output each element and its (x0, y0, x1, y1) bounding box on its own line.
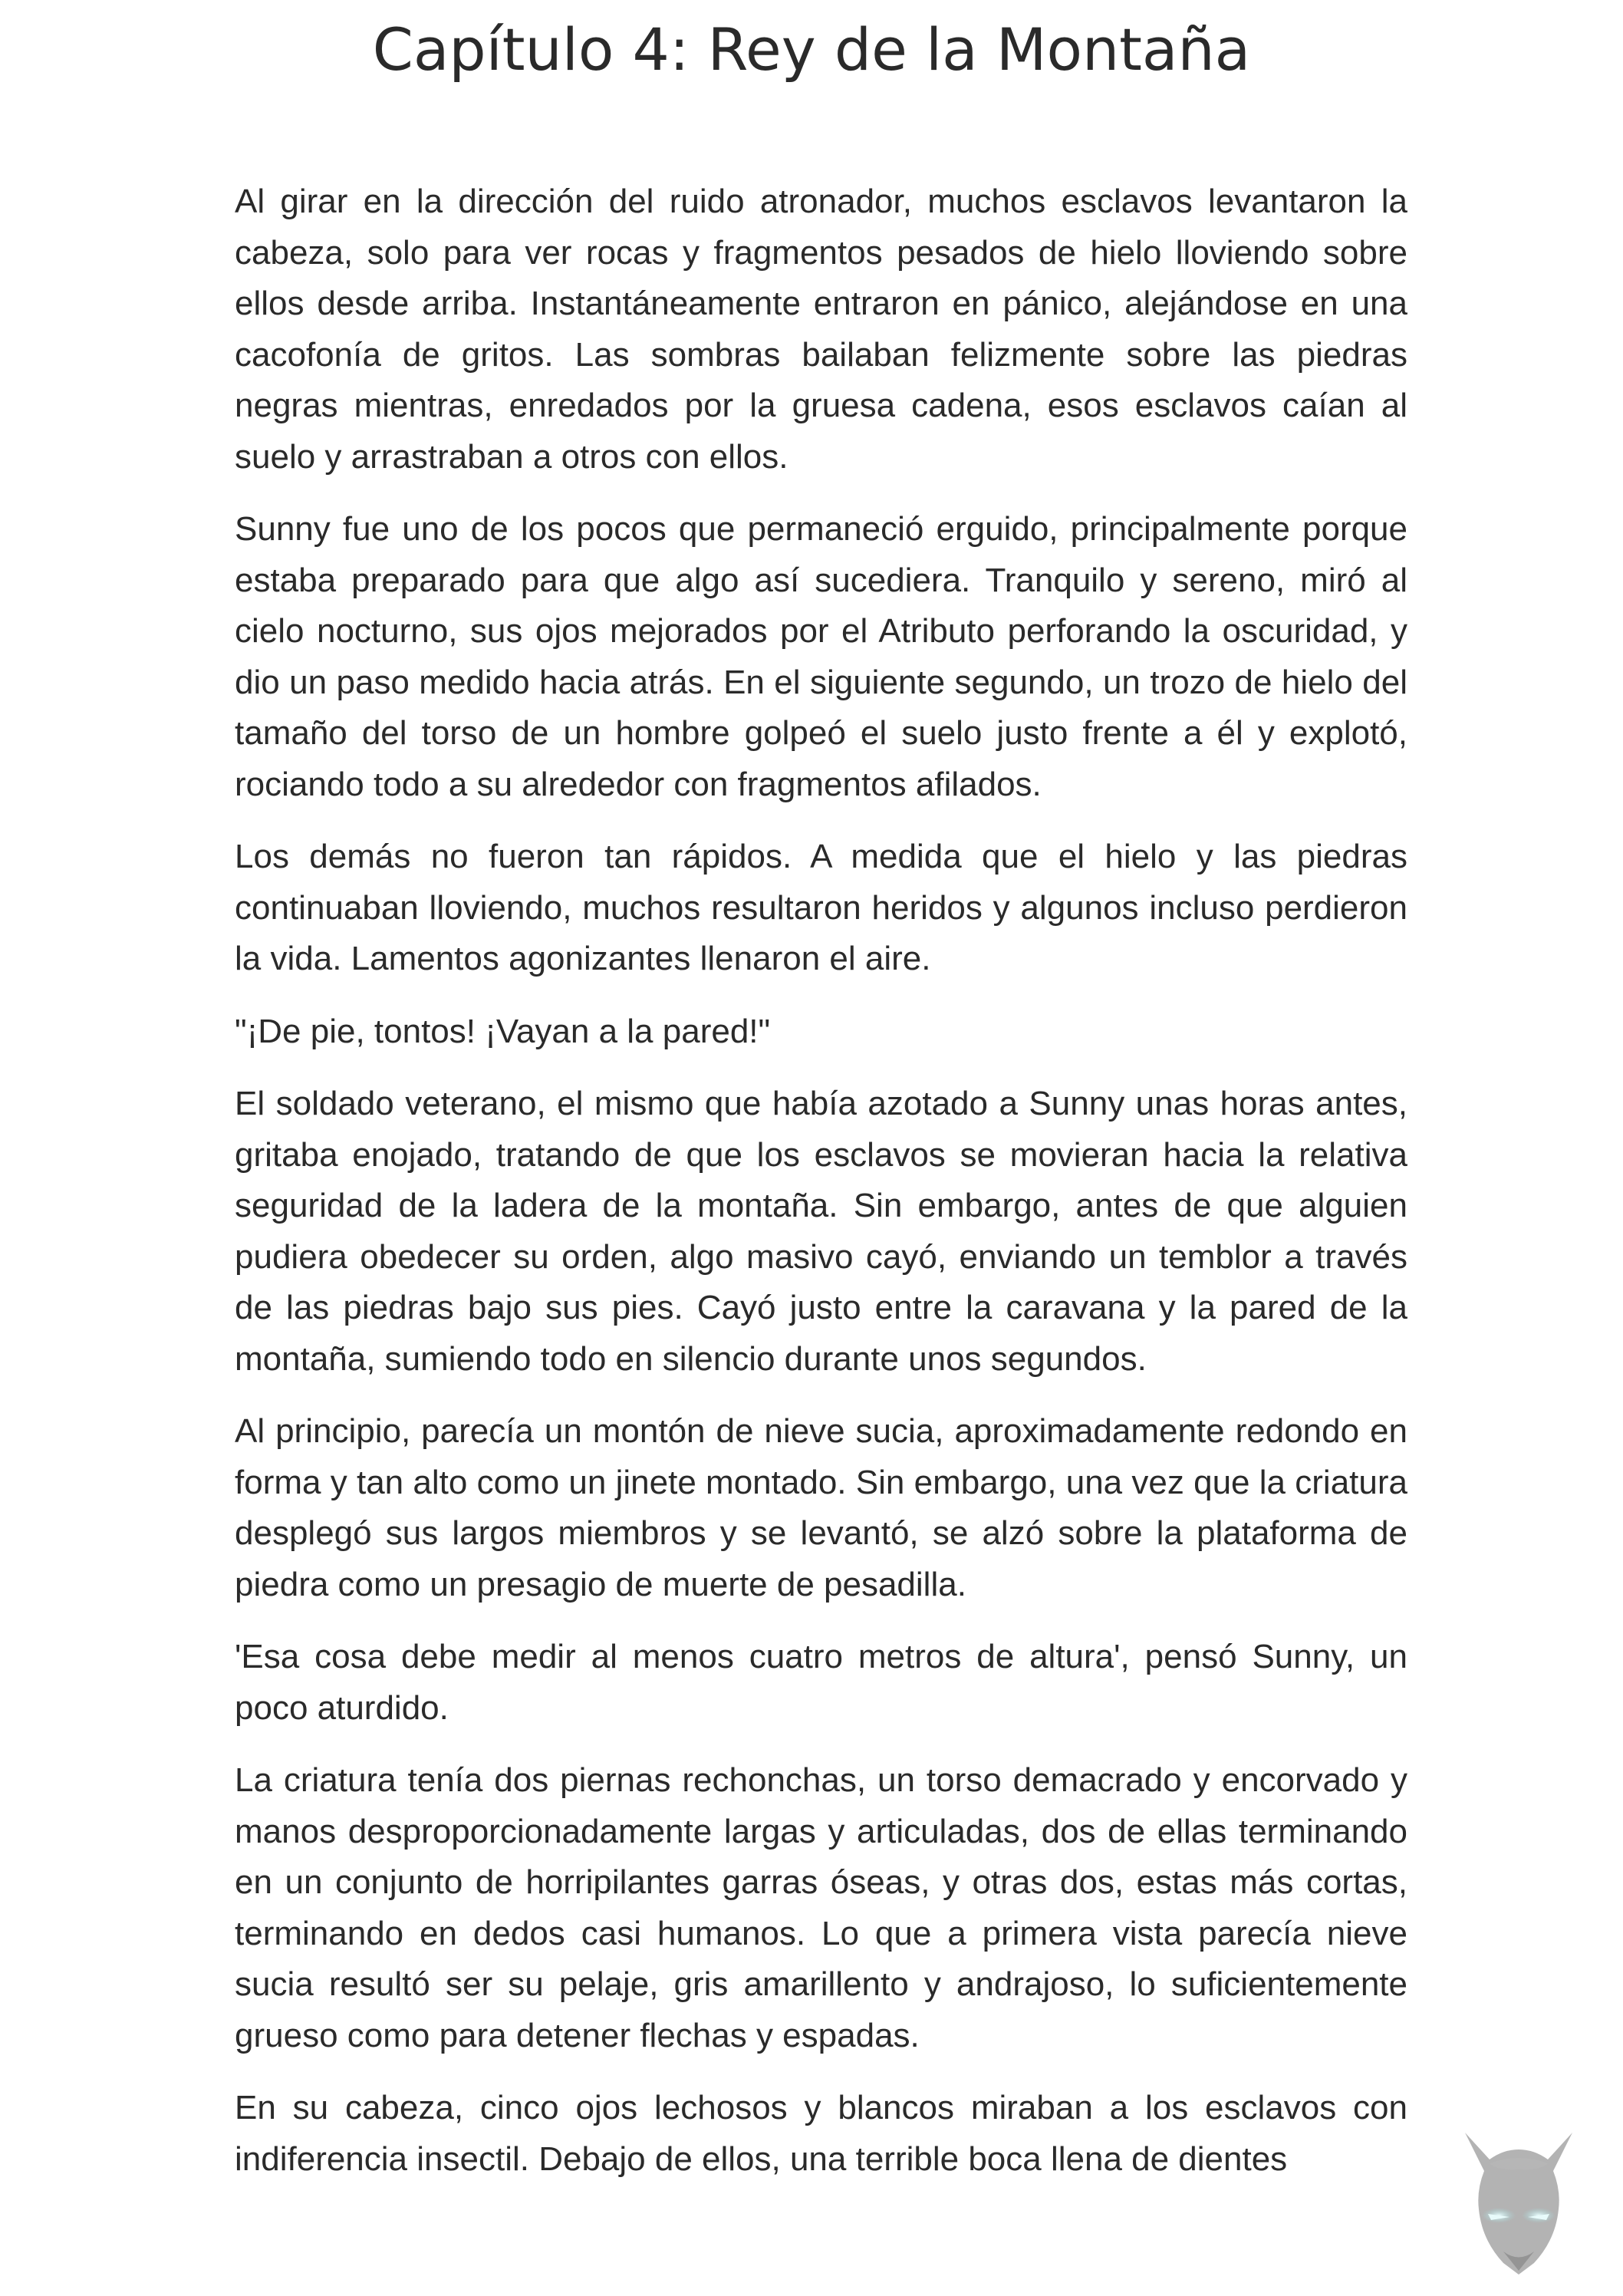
paragraph: El soldado veterano, el mismo que había azotado a Sunny unas horas antes, gritaba enojado, tratando de que los esclavos se movieran hacia la relativa seguridad de la ladera de la montaña. Sin embargo, antes de que alguien pudiera obedecer su orden, algo masivo cayó, enviando un temblor a través de las piedras bajo sus pies. Cayó justo entre la caravana y la pared de la montaña, sumiendo todo en silencio durante unos segundos. (235, 1085, 1407, 1378)
paragraph: 'Esa cosa debe medir al menos cuatro metros de altura', pensó Sunny, un poco aturdido. (235, 1638, 1407, 1727)
paragraph: Al principio, parecía un montón de nieve sucia, aproximadamente redondo en forma y tan alto como un jinete montado. Sin embargo, una vez que la criatura desplegó sus largos miembros y se levantó, se alzó sobre la plataforma de piedra como un presagio de muerte de pesadilla. (235, 1412, 1407, 1603)
chapter-title: Capítulo 4: Rey de la Montaña (372, 15, 1251, 84)
paragraph: Los demás no fueron tan rápidos. A medida que el hielo y las piedras continuaban lloviendo, muchos resultaron heridos y algunos incluso perdieron la vida. Lamentos agonizantes llenaron el aire. (235, 838, 1407, 977)
paragraph: "¡De pie, tontos! ¡Vayan a la pared!" (235, 1012, 771, 1050)
horned-demon-head-icon (1442, 2117, 1595, 2278)
paragraph: En su cabeza, cinco ojos lechosos y blancos miraban a los esclavos con indiferencia insectil. Debajo de ellos, una terrible boca llena de dientes (235, 2089, 1407, 2178)
paragraph: Al girar en la dirección del ruido atronador, muchos esclavos levantaron la cabeza, solo para ver rocas y fragmentos pesados de hielo lloviendo sobre ellos desde arriba. Instantáneamente entraron en pánico, alejándose en una cacofonía de gritos. Las sombras bailaban felizmente sobre las piedras negras mientras, enredados por la gruesa cadena, esos esclavos caían al suelo y arrastraban a otros con ellos. (235, 183, 1407, 476)
paragraph: Sunny fue uno de los pocos que permaneció erguido, principalmente porque estaba preparado para que algo así sucediera. Tranquilo y sereno, miró al cielo nocturno, sus ojos mejorados por el Atributo perforando la oscuridad, y dio un paso medido hacia atrás. En el siguiente segundo, un trozo de hielo del tamaño del torso de un hombre golpeó el suelo justo frente a él y explotó, rociando todo a su alrededor con fragmentos afilados. (235, 510, 1407, 803)
paragraph: La criatura tenía dos piernas rechonchas, un torso demacrado y encorvado y manos desproporcionadamente largas y articuladas, dos de ellas terminando en un conjunto de horripilantes garras óseas, y otras dos, estas más cortas, terminando en dedos casi humanos. Lo que a primera vista parecía nieve sucia resultó ser su pelaje, gris amarillento y andrajoso, lo suficientemente grueso como para detener flechas y espadas. (235, 1761, 1407, 2054)
chapter-body (235, 176, 1407, 2206)
